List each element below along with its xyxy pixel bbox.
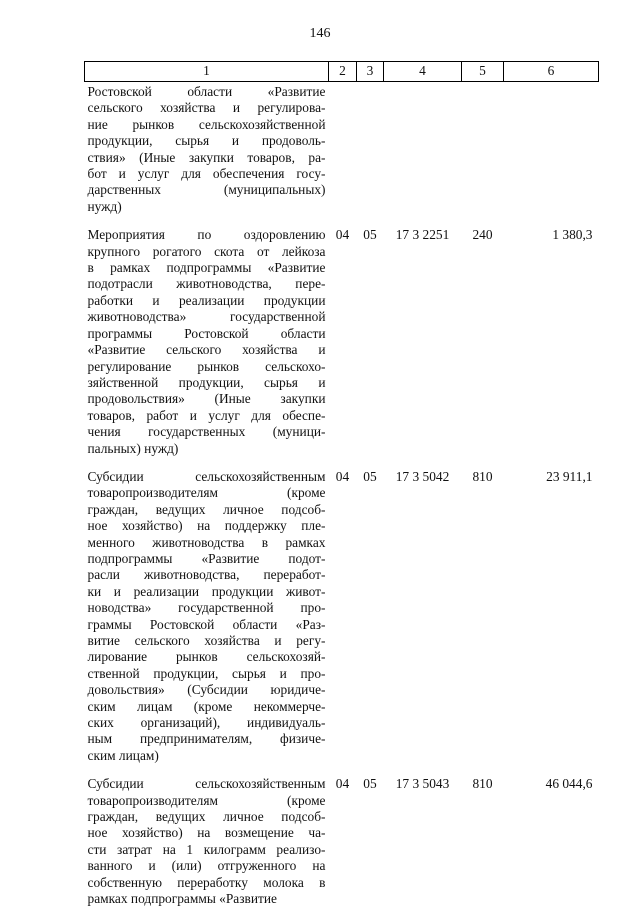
row-section bbox=[329, 82, 357, 228]
row-subsection: 05 bbox=[363, 776, 377, 792]
description-line: Ростовской области «Развитие bbox=[87, 84, 326, 99]
description-line: ственной продукции, сырья и про- bbox=[87, 665, 326, 681]
table-row bbox=[85, 227, 599, 469]
header-col-2: 2 bbox=[329, 62, 357, 82]
description-line: граждан, ведущих личное подсоб- bbox=[87, 809, 326, 825]
row-target-article: 17 3 2251 bbox=[395, 227, 450, 243]
row-target-article: 17 3 5042 bbox=[395, 468, 450, 484]
description-line: работки и реализации продукции bbox=[87, 292, 326, 308]
row-section: 04 bbox=[335, 776, 350, 792]
description-line: граждан, ведущих личное подсоб- bbox=[87, 501, 326, 517]
description-line: расли животноводства, переработ- bbox=[87, 567, 326, 583]
row-description bbox=[85, 227, 329, 469]
row-description bbox=[85, 82, 329, 228]
description-line: товаропроизводителям (кроме bbox=[87, 792, 326, 808]
description-line: товаропроизводителям (кроме bbox=[87, 485, 326, 501]
description-line: менного животноводства в рамках bbox=[87, 534, 326, 550]
header-col-5: 5 bbox=[462, 62, 504, 82]
row-target-article bbox=[384, 82, 462, 228]
header-col-4: 4 bbox=[384, 62, 462, 82]
description-line: граммы Ростовской области «Раз- bbox=[87, 616, 326, 632]
description-line: ванного и (или) отгруженного на bbox=[87, 858, 326, 874]
description-line: ствия» (Иные закупки товаров, ра- bbox=[87, 149, 326, 165]
description-line: ским лицам (кроме некоммерче- bbox=[87, 698, 326, 714]
description-line: «Развитие сельского хозяйства и bbox=[87, 342, 326, 358]
description-line: чения государственных (муници- bbox=[87, 424, 326, 440]
description-line: дарственных (муниципальных) bbox=[87, 182, 326, 198]
row-expense-type: 810 bbox=[472, 776, 493, 792]
description-line: ное хозяйство) на возмещение ча- bbox=[87, 825, 326, 841]
description-line: собственную переработку молока в bbox=[87, 874, 326, 890]
row-subsection: 05 bbox=[363, 227, 377, 243]
row-subsection bbox=[357, 82, 384, 228]
row-amount: 46 044,6 bbox=[545, 776, 593, 792]
description-line: ским лицам) bbox=[87, 747, 159, 763]
table-row bbox=[85, 776, 599, 919]
description-line: ным предпринимателям, физиче- bbox=[87, 731, 326, 747]
description-line: довольствия» (Субсидии юридиче- bbox=[87, 682, 326, 698]
description-line: ских организаций), индивидуаль- bbox=[87, 715, 326, 731]
row-section: 04 bbox=[335, 468, 350, 484]
description-line: в рамках подпрограммы «Развитие bbox=[87, 260, 326, 276]
description-line: крупного рогатого скота от лейкоза bbox=[87, 243, 326, 259]
table-row bbox=[85, 469, 599, 776]
description-line: сельского хозяйства и регулирова- bbox=[87, 100, 326, 116]
description-line: ное хозяйство) на поддержку пле- bbox=[87, 518, 326, 534]
row-amount bbox=[504, 82, 599, 228]
page-number: 146 bbox=[309, 26, 331, 41]
row-section: 04 bbox=[335, 227, 350, 243]
row-amount: 23 911,1 bbox=[546, 468, 593, 484]
table-row bbox=[85, 82, 599, 228]
description-line: Субсидии сельскохозяйственным bbox=[87, 468, 326, 484]
description-line: программы Ростовской области bbox=[87, 325, 326, 341]
description-line: зяйственной продукции, сырья и bbox=[87, 374, 326, 390]
row-expense-type bbox=[462, 82, 504, 228]
header-col-1: 1 bbox=[85, 62, 329, 82]
description-line: рамках подпрограммы «Развитие bbox=[87, 891, 277, 907]
row-expense-type: 240 bbox=[472, 227, 493, 243]
header-col-6: 6 bbox=[504, 62, 599, 82]
description-line: сти затрат на 1 килограмм реализо- bbox=[87, 841, 326, 857]
row-description bbox=[85, 469, 329, 776]
description-line: ки и реализации продукции живот- bbox=[87, 583, 326, 599]
description-line: товаров, работ и услуг для обеспе- bbox=[87, 407, 326, 423]
description-line: Мероприятия по оздоровлению bbox=[87, 227, 326, 243]
row-amount: 1 380,3 bbox=[552, 227, 593, 243]
row-target-article: 17 3 5043 bbox=[395, 776, 450, 792]
header-col-3: 3 bbox=[357, 62, 384, 82]
description-line: продукции, сырья и продоволь- bbox=[87, 133, 326, 149]
table-header-row bbox=[85, 62, 599, 82]
description-line: продовольствия» (Иные закупки bbox=[87, 391, 326, 407]
description-line: подпрограммы «Развитие подот- bbox=[87, 550, 326, 566]
description-line: регулирование рынков сельскохо- bbox=[87, 358, 326, 374]
description-line: Субсидии сельскохозяйственным bbox=[87, 776, 326, 792]
description-line: лирование рынков сельскохозяй- bbox=[87, 649, 326, 665]
row-expense-type: 810 bbox=[472, 468, 493, 484]
description-line: бот и услуг для обеспечения госу- bbox=[87, 166, 326, 182]
description-line: новодства» государственной про- bbox=[87, 600, 326, 616]
description-line: пальных) нужд) bbox=[87, 440, 179, 456]
description-line: подотрасли животноводства, пере- bbox=[87, 276, 326, 292]
description-line: витие сельского хозяйства и регу- bbox=[87, 633, 326, 648]
budget-table bbox=[84, 61, 599, 920]
description-line: ние рынков сельскохозяйственной bbox=[87, 116, 326, 132]
description-line: животноводства» государственной bbox=[87, 309, 326, 325]
row-description bbox=[85, 776, 329, 919]
row-subsection: 05 bbox=[363, 468, 377, 484]
description-line: нужд) bbox=[87, 198, 122, 214]
